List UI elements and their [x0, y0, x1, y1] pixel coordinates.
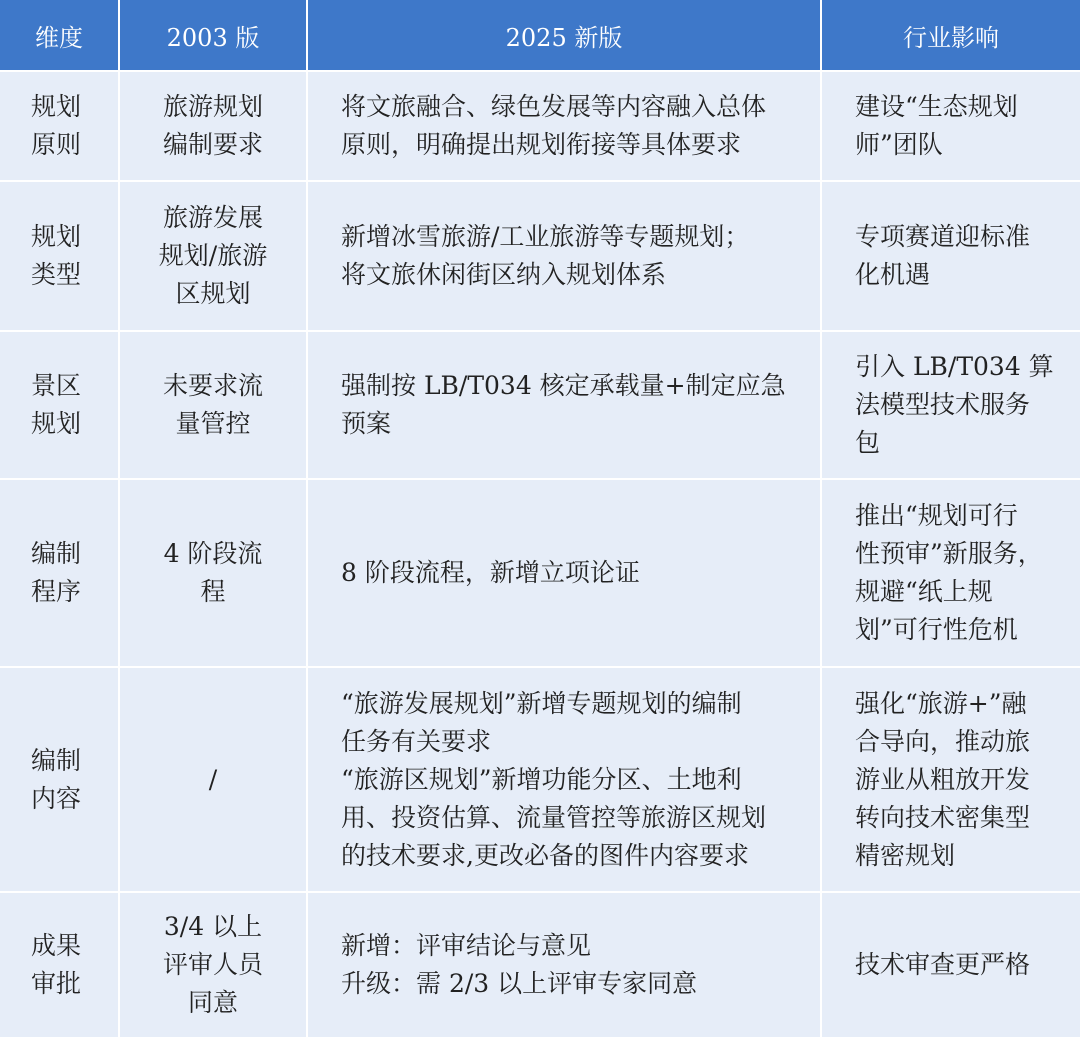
- cell-2003: [119, 331, 307, 479]
- cell-2003: [119, 479, 307, 667]
- cell-text: 强制按 LB/T034 核定承载量+制定应急 预案: [341, 371, 786, 438]
- cell-dimension: [0, 71, 119, 181]
- cell-text: 旅游发展 规划/旅游 区规划: [158, 203, 268, 308]
- header-dimension: 维度: [0, 0, 119, 71]
- cell-2025: [307, 71, 821, 181]
- cell-text: /: [208, 764, 218, 794]
- cell-2025: [307, 667, 821, 892]
- cell-impact: [821, 892, 1080, 1038]
- cell-text: 强化“旅游+”融 合导向，推动旅 游业从粗放开发 转向技术密集型 精密规划: [855, 688, 1031, 870]
- cell-impact: [821, 331, 1080, 479]
- header-impact: 行业影响: [821, 0, 1080, 71]
- cell-impact: [821, 71, 1080, 181]
- header-2025: 2025 新版: [307, 0, 821, 71]
- table-row: [0, 479, 1080, 667]
- cell-text: 新增：评审结论与意见 升级：需 2/3 以上评审专家同意: [341, 931, 698, 998]
- table-row: [0, 331, 1080, 479]
- cell-text: 8 阶段流程，新增立项论证: [341, 558, 640, 587]
- cell-text: 景区 规划: [31, 371, 82, 438]
- cell-dimension: [0, 667, 119, 892]
- cell-text: 技术审查更严格: [855, 950, 1031, 979]
- cell-text: 3/4 以上 评审人员 同意: [162, 912, 263, 1017]
- cell-text: 推出“规划可行 性预审”新服务， 规避“纸上规 划”可行性危机: [855, 501, 1043, 644]
- table-row: [0, 71, 1080, 181]
- header-row: [0, 0, 1080, 71]
- cell-text: 专项赛道迎标准 化机遇: [855, 222, 1031, 289]
- cell-text: 编制 内容: [31, 745, 82, 813]
- cell-2003: [119, 181, 307, 331]
- cell-text: 引入 LB/T034 算 法模型技术服务 包: [855, 352, 1054, 457]
- cell-text: 4 阶段流 程: [163, 539, 263, 606]
- cell-text: 规划 类型: [31, 222, 82, 289]
- cell-text: 未要求流 量管控: [162, 371, 263, 438]
- table-row: [0, 892, 1080, 1038]
- cell-text: “旅游发展规划”新增专题规划的编制 任务有关要求 “旅游区规划”新增功能分区、土地利 用、投资估算、流量管控等旅游区规划 的技术要求,更改必备的图件内容要求: [341, 688, 767, 870]
- cell-text: 旅游规划 编制要求: [162, 92, 263, 159]
- cell-text: 编制 程序: [31, 539, 82, 606]
- cell-text: 新增冰雪旅游/工业旅游等专题规划； 将文旅休闲街区纳入规划体系: [341, 222, 750, 289]
- cell-2025: [307, 892, 821, 1038]
- cell-2025: [307, 479, 821, 667]
- cell-impact: [821, 479, 1080, 667]
- cell-dimension: [0, 892, 119, 1038]
- cell-dimension: [0, 331, 119, 479]
- header-2003: 2003 版: [119, 0, 307, 71]
- cell-dimension: [0, 181, 119, 331]
- cell-text: 规划 原则: [31, 92, 82, 159]
- cell-2025: [307, 331, 821, 479]
- table-row: [0, 181, 1080, 331]
- cell-dimension: [0, 479, 119, 667]
- cell-text: 将文旅融合、绿色发展等内容融入总体 原则，明确提出规划衔接等具体要求: [341, 92, 767, 159]
- cell-2003: [119, 667, 307, 892]
- cell-text: 成果 审批: [31, 931, 82, 998]
- cell-impact: [821, 667, 1080, 892]
- cell-2003: [119, 892, 307, 1038]
- cell-2025: [307, 181, 821, 331]
- table-row: [0, 667, 1080, 892]
- cell-text: 建设“生态规划 师”团队: [855, 92, 1018, 159]
- cell-impact: [821, 181, 1080, 331]
- cell-2003: [119, 71, 307, 181]
